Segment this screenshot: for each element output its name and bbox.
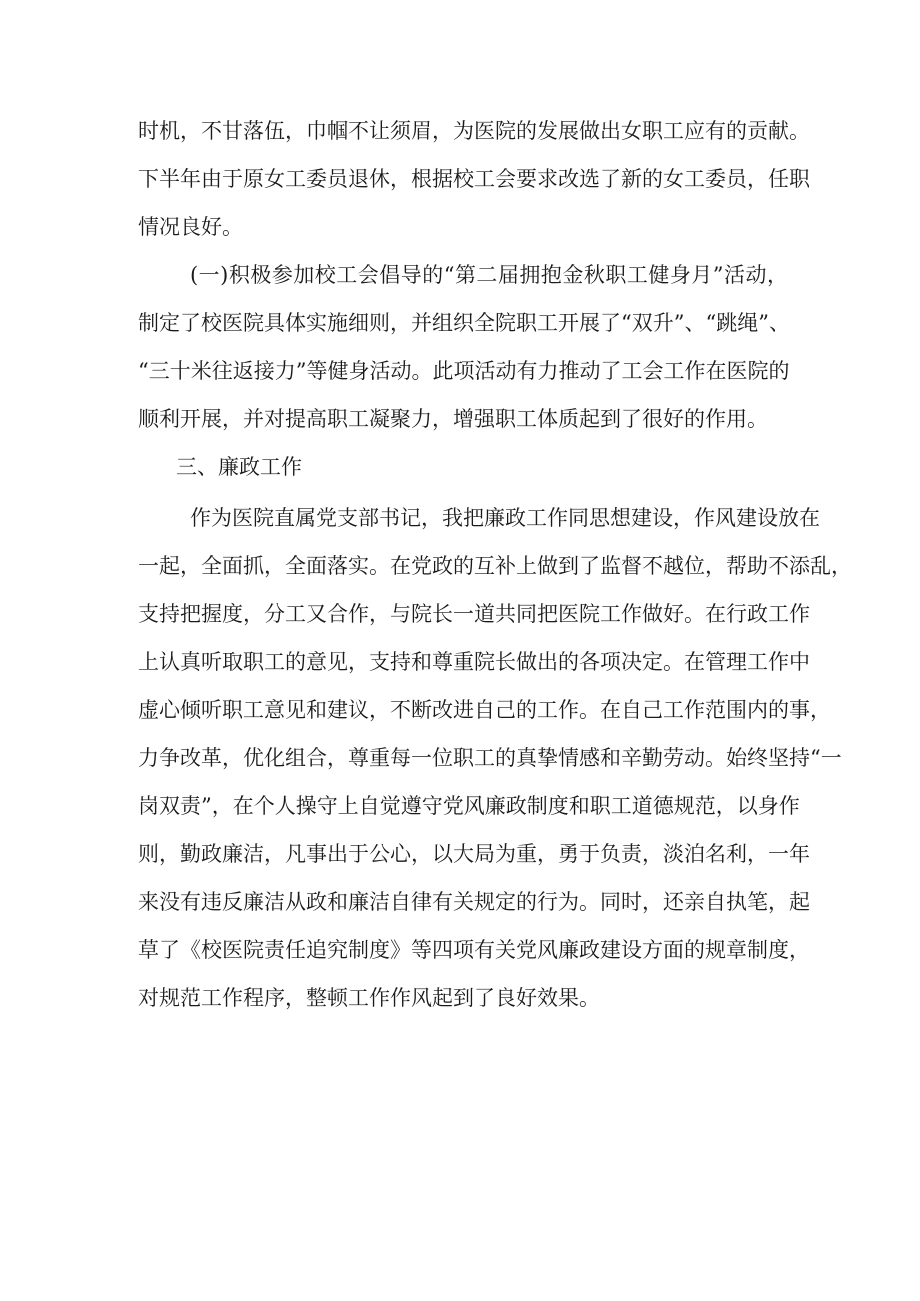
text-line: 草了《校医院责任追究制度》等四项有关党风廉政建设方面的规章制度， <box>138 938 810 962</box>
section-heading: 三、廉政工作 <box>176 455 302 479</box>
text-line: (一)积极参加校工会倡导的“第二届拥抱金秋职工健身月”活动， <box>190 263 788 287</box>
text-line: 力争改革，优化组合，尊重每一位职工的真挚情感和辛勤劳动。始终坚持“一 <box>138 746 842 770</box>
text-line: 则，勤政廉洁，凡事出于公心，以大局为重，勇于负责，淡泊名利，一年 <box>138 842 810 866</box>
text-line: 虚心倾听职工意见和建议，不断改进自己的工作。在自己工作范围内的事， <box>138 698 831 722</box>
text-line: 制定了校医院具体实施细则，并组织全院职工开展了“双升”、“跳绳”、 <box>138 311 790 335</box>
text-line: 来没有违反廉洁从政和廉洁自律有关规定的行为。同时，还亲自执笔，起 <box>138 890 810 914</box>
text-line: 支持把握度，分工又合作，与院长一道共同把医院工作做好。在行政工作 <box>138 602 810 626</box>
text-line: 对规范工作程序，整顿工作作风起到了良好效果。 <box>138 986 600 1010</box>
text-line: 作为医院直属党支部书记，我把廉政工作同思想建设，作风建设放在 <box>190 506 820 530</box>
text-line: 岗双责”，在个人操守上自觉遵守党风廉政制度和职工道德规范，以身作 <box>138 794 800 818</box>
text-line: “三十米往返接力”等健身活动。此项活动有力推动了工会工作在医院的 <box>138 359 790 383</box>
text-line: 一起，全面抓，全面落实。在党政的互补上做到了监督不越位，帮助不添乱， <box>138 554 852 578</box>
text-line: 顺利开展，并对提高职工凝聚力，增强职工体质起到了很好的作用。 <box>138 407 768 431</box>
text-line: 上认真听取职工的意见，支持和尊重院长做出的各项决定。在管理工作中 <box>138 650 810 674</box>
text-line: 情况良好。 <box>138 215 243 239</box>
text-line: 下半年由于原女工委员退休，根据校工会要求改选了新的女工委员，任职 <box>138 167 810 191</box>
text-line: 时机，不甘落伍，巾帼不让须眉，为医院的发展做出女职工应有的贡献。 <box>138 119 810 143</box>
